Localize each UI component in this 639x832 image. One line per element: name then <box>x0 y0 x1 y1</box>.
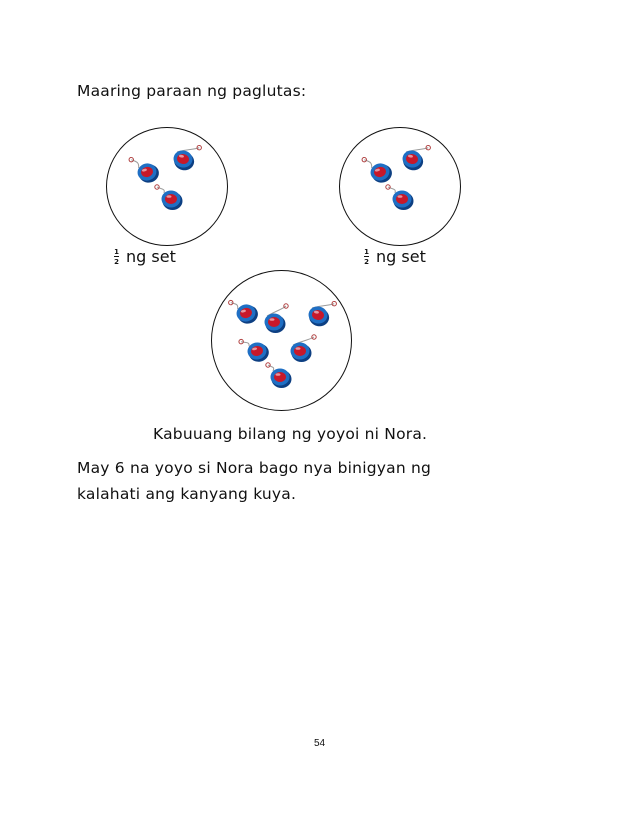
yoyo-icon <box>291 335 317 362</box>
yoyo-group-total <box>212 271 351 410</box>
fraction-half-right: $\frac{1}{2}$ <box>364 247 369 266</box>
yoyo-icon <box>172 141 202 172</box>
ng-set-label-right: ng set <box>376 247 426 266</box>
half-set-circle-left <box>106 127 228 246</box>
yoyo-icon <box>266 363 292 388</box>
story-line-1: May 6 na yoyo si Nora bago nya binigyan ng <box>77 459 432 477</box>
yoyo-icon <box>307 297 337 328</box>
heading: Maaring paraan ng paglutas: <box>77 82 307 100</box>
total-set-circle <box>211 270 352 411</box>
fraction-half-left: $\frac{1}{2}$ <box>114 247 119 266</box>
yoyo-icon <box>239 335 271 365</box>
story-text <box>77 455 497 507</box>
yoyo-group-left <box>107 128 227 245</box>
ng-set-label-left: ng set <box>126 247 176 266</box>
story-line-2: kalahati ang kanyang kuya. <box>77 485 297 503</box>
total-caption: Kabuuang bilang ng yoyoi ni Nora. <box>153 425 428 443</box>
half-set-circle-right <box>339 127 461 246</box>
yoyo-icon <box>265 304 289 333</box>
yoyo-icon <box>386 185 414 210</box>
fraction-label-left <box>114 247 176 266</box>
page-number: 54 <box>313 738 326 749</box>
yoyo-icon <box>401 141 431 172</box>
yoyo-group-right <box>340 128 460 245</box>
fraction-label-right <box>364 247 426 266</box>
yoyo-icon <box>155 185 183 210</box>
yoyo-icon <box>228 294 260 327</box>
yoyo-icon <box>362 151 394 186</box>
yoyo-icon <box>129 151 161 186</box>
